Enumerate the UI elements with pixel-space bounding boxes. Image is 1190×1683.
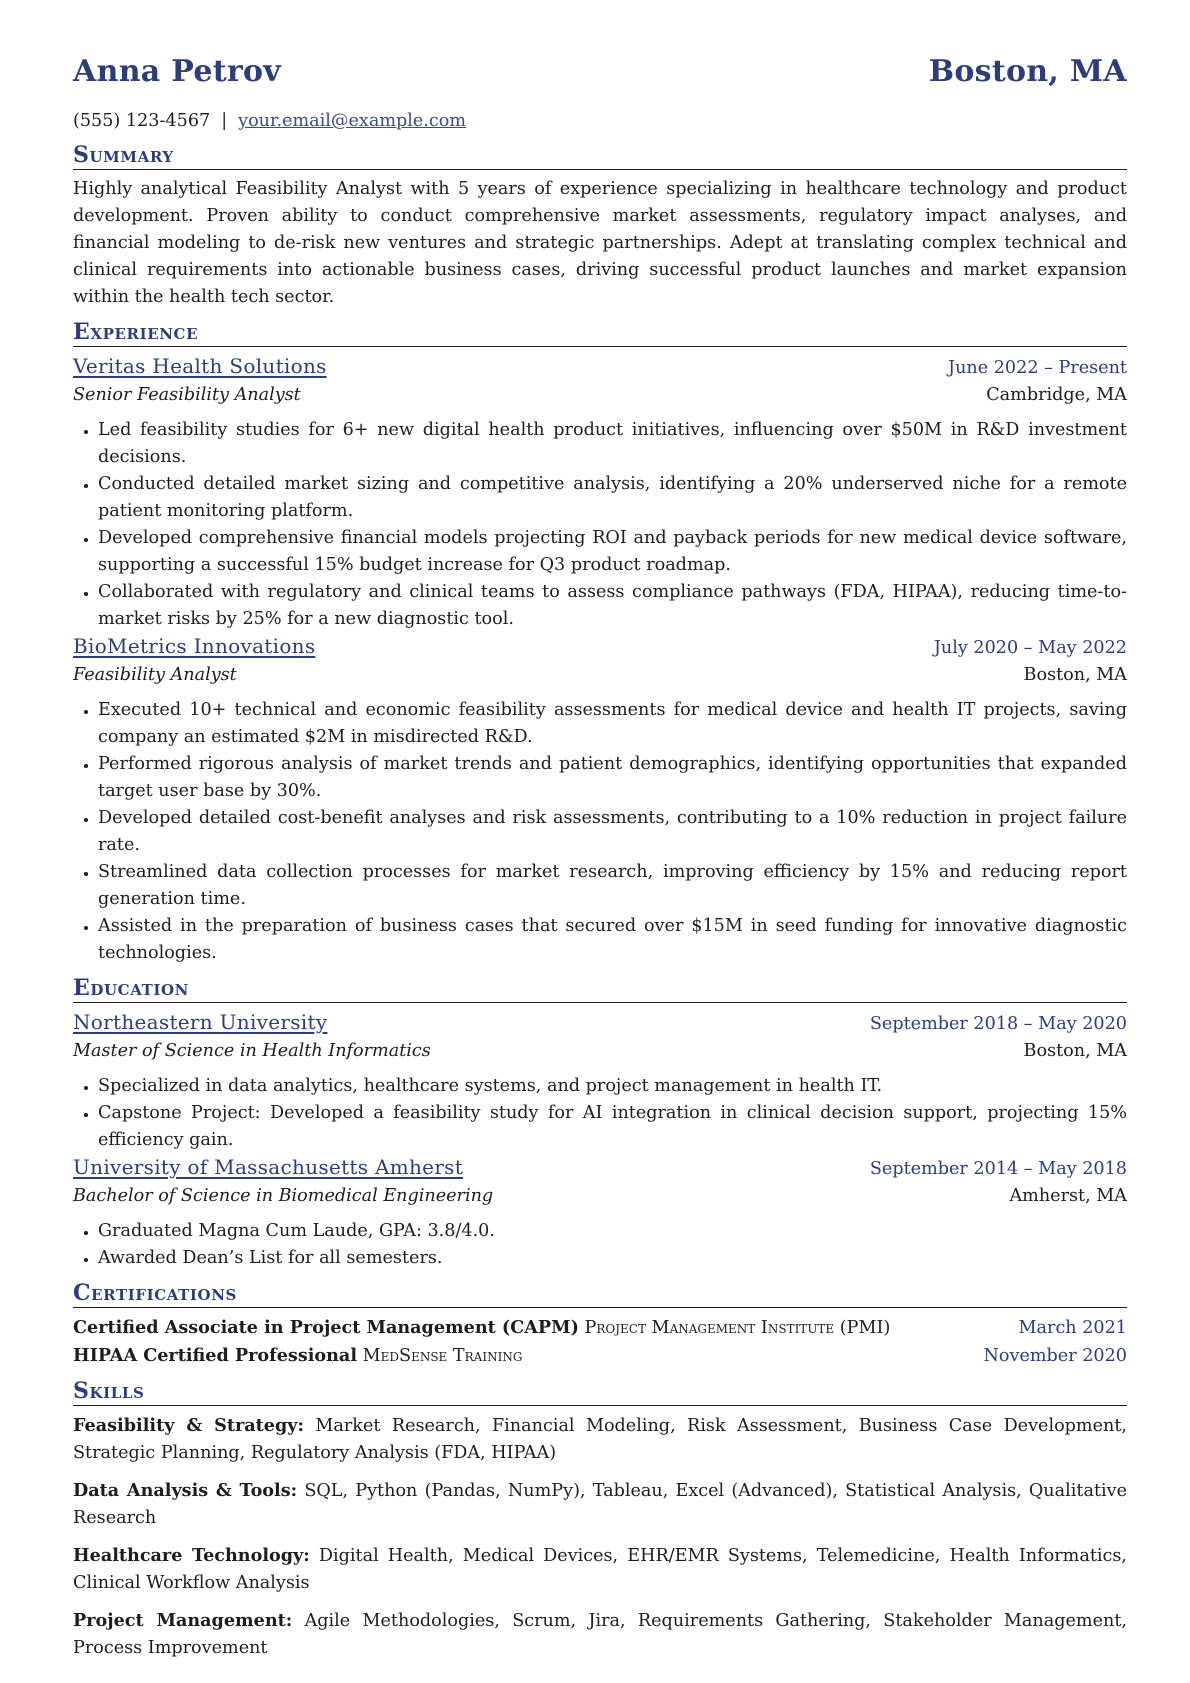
- entry-header: [73, 353, 1127, 382]
- candidate-location: Boston, MA: [928, 54, 1127, 89]
- entry-header: [73, 633, 1127, 662]
- school-name: University of Massachusetts Amherst: [73, 1155, 464, 1179]
- section-title-skills: Skills: [73, 1378, 1127, 1406]
- skill-group: [73, 1542, 1127, 1597]
- education-section: [73, 975, 1127, 1272]
- certification-issuer: Project Management Institute (PMI): [584, 1318, 891, 1338]
- certification-info: [73, 1314, 890, 1342]
- job-title: Feasibility Analyst: [73, 665, 237, 685]
- certification-info: [73, 1342, 522, 1370]
- skill-group: [73, 1607, 1127, 1662]
- entry-subheader: [73, 1183, 1127, 1210]
- entry-subheader: [73, 1038, 1127, 1065]
- section-title-summary: Summary: [73, 142, 1127, 170]
- education-entry: [73, 1009, 1127, 1154]
- achievement-list: [73, 697, 1127, 967]
- skill-group-label: Healthcare Technology:: [73, 1545, 310, 1566]
- list-item: • Led feasibility studies for 6+ new digital health product initiatives, influencing over $50M in R&D investment decisions.: [98, 417, 1127, 471]
- email-link[interactable]: your.email@example.com: [238, 111, 467, 131]
- section-title-certifications: Certifications: [73, 1280, 1127, 1308]
- skill-group-items: SQL, Python (Pandas, NumPy), Tableau, Excel (Advanced), Statistical Analysis, Qualitative Research: [73, 1481, 1127, 1528]
- list-item: • Streamlined data collection processes for market research, improving efficiency by 15% and reducing report generation time.: [98, 859, 1127, 913]
- skill-group-label: Project Management:: [73, 1610, 293, 1631]
- certification-row: [73, 1314, 1127, 1342]
- skill-group-label: Feasibility & Strategy:: [73, 1415, 304, 1436]
- certification-date: November 2020: [983, 1346, 1127, 1366]
- certifications-section: [73, 1280, 1127, 1370]
- skill-group-label: Data Analysis & Tools:: [73, 1480, 298, 1501]
- list-item: • Developed comprehensive financial models projecting ROI and payback periods for new medical device software, supporting a successful 15% budget increase for Q3 product roadmap.: [98, 525, 1127, 579]
- list-item: • Conducted detailed market sizing and competitive analysis, identifying a 20% underserved niche for a remote patient monitoring platform.: [98, 471, 1127, 525]
- summary-section: [73, 142, 1127, 311]
- skill-group-items: Agile Methodologies, Scrum, Jira, Requirements Gathering, Stakeholder Management, Process Improvement: [73, 1611, 1128, 1658]
- experience-section: [73, 319, 1127, 967]
- list-item: • Graduated Magna Cum Laude, GPA: 3.8/4.0.: [98, 1218, 1127, 1245]
- employer-name: BioMetrics Innovations: [73, 634, 316, 658]
- certification-row: [73, 1342, 1127, 1370]
- certification-name: HIPAA Certified Professional: [73, 1345, 358, 1366]
- job-title: Senior Feasibility Analyst: [73, 385, 301, 405]
- skill-group-items: Digital Health, Medical Devices, EHR/EMR Systems, Telemedicine, Health Informatics, Clinical Workflow Analysis: [73, 1546, 1127, 1593]
- contact-line: [73, 108, 1127, 138]
- resume-page: [73, 54, 1128, 1662]
- list-item: • Awarded Dean’s List for all semesters.: [98, 1245, 1127, 1272]
- list-item: • Assisted in the preparation of business cases that secured over $15M in seed funding for innovative diagnostic technologies.: [98, 913, 1127, 967]
- summary-text: Highly analytical Feasibility Analyst with 5 years of experience specializing in healthcare technology and product development. Proven ability to conduct comprehensive market assessments, regulatory impact analyses, and financial modeling to de-risk new ventures and strategic partnerships. Adept at translating complex technical and clinical requirements into actionable business cases, driving successful product launches and market expansion within the health tech sector.: [73, 179, 1127, 307]
- education-details-list: [73, 1218, 1127, 1272]
- degree: Bachelor of Science in Biomedical Engineering: [73, 1186, 494, 1206]
- resume-header: [73, 54, 1127, 108]
- achievement-list: [73, 417, 1127, 633]
- study-dates: September 2014 – May 2018: [869, 1159, 1127, 1179]
- skill-group: [73, 1412, 1127, 1467]
- candidate-name: Anna Petrov: [73, 54, 282, 89]
- list-item: • Performed rigorous analysis of market trends and patient demographics, identifying opportunities that expanded target user base by 30%.: [98, 751, 1127, 805]
- entry-subheader: [73, 662, 1127, 689]
- skill-group-items: Market Research, Financial Modeling, Risk Assessment, Business Case Development, Strategic Planning, Regulatory Analysis (FDA, HIPAA): [73, 1416, 1128, 1463]
- list-item: • Collaborated with regulatory and clinical teams to assess compliance pathways (FDA, HIPAA), reducing time-to-market risks by 25% for a new diagnostic tool.: [98, 579, 1127, 633]
- list-item: • Capstone Project: Developed a feasibility study for AI integration in clinical decision support, projecting 15% efficiency gain.: [98, 1100, 1127, 1154]
- section-title-education: Education: [73, 975, 1127, 1003]
- certification-issuer: MedSense Training: [362, 1346, 523, 1366]
- education-details-list: [73, 1073, 1127, 1154]
- school-name: Northeastern University: [73, 1010, 328, 1034]
- employment-dates: June 2022 – Present: [948, 358, 1127, 378]
- phone-number: (555) 123-4567: [73, 111, 211, 131]
- contact-separator: |: [221, 111, 228, 131]
- employer-name: Veritas Health Solutions: [73, 354, 327, 378]
- entry-header: [73, 1154, 1127, 1183]
- job-location: Cambridge, MA: [986, 385, 1127, 405]
- list-item: • Specialized in data analytics, healthcare systems, and project management in health IT.: [98, 1073, 1127, 1100]
- skills-section: [73, 1378, 1127, 1662]
- list-item: • Developed detailed cost-benefit analyses and risk assessments, contributing to a 10% reduction in project failure rate.: [98, 805, 1127, 859]
- skill-group: [73, 1477, 1127, 1532]
- job-location: Boston, MA: [1023, 665, 1127, 685]
- experience-entry: [73, 353, 1127, 633]
- school-location: Amherst, MA: [1009, 1186, 1127, 1206]
- certification-date: March 2021: [1018, 1318, 1127, 1338]
- study-dates: September 2018 – May 2020: [869, 1014, 1127, 1034]
- list-item: • Executed 10+ technical and economic feasibility assessments for medical device and health IT projects, saving company an estimated $2M in misdirected R&D.: [98, 697, 1127, 751]
- certification-name: Certified Associate in Project Management (CAPM): [73, 1317, 579, 1338]
- degree: Master of Science in Health Informatics: [73, 1041, 431, 1061]
- section-title-experience: Experience: [73, 319, 1127, 347]
- education-entry: [73, 1154, 1127, 1272]
- employment-dates: July 2020 – May 2022: [933, 638, 1127, 658]
- experience-entry: [73, 633, 1127, 967]
- school-location: Boston, MA: [1023, 1041, 1127, 1061]
- entry-header: [73, 1009, 1127, 1038]
- entry-subheader: [73, 382, 1127, 409]
